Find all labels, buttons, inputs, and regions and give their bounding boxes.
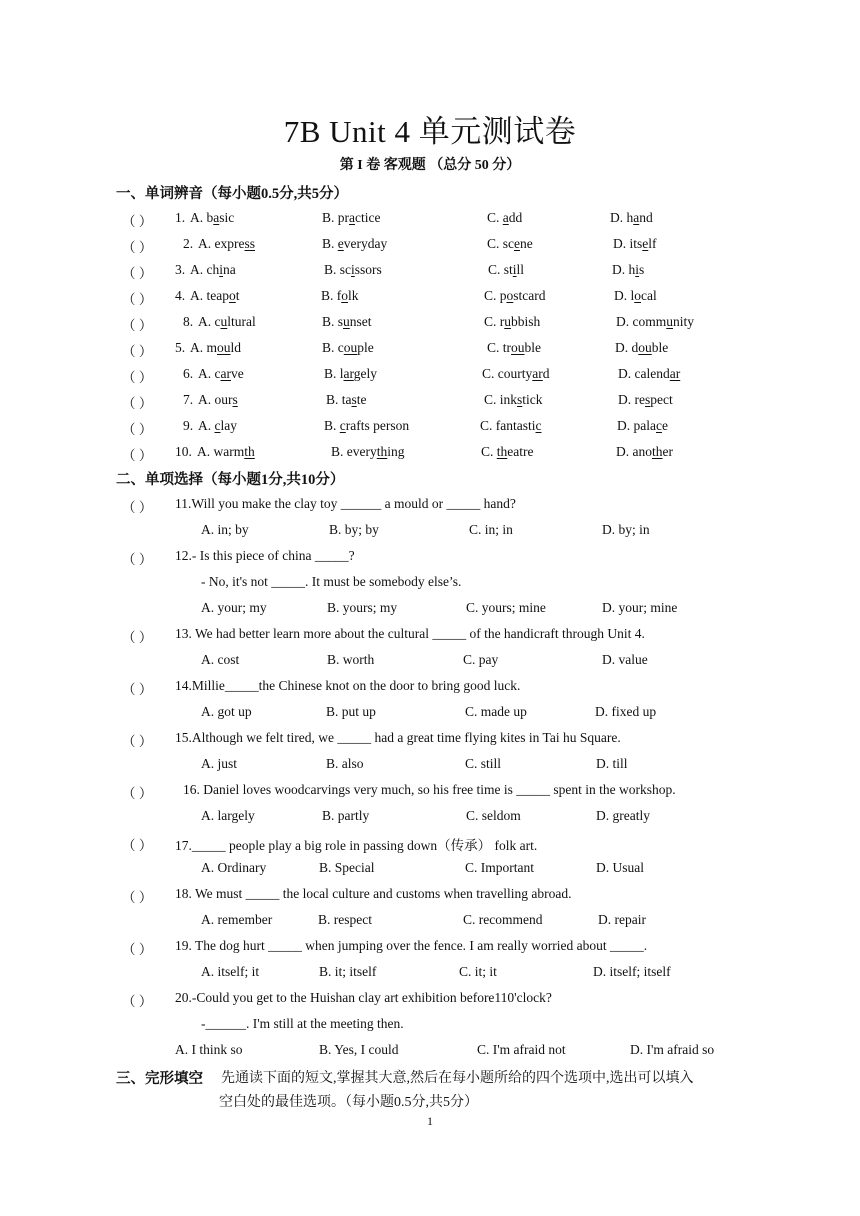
underlined-sound: s	[232, 392, 238, 407]
underlined-sound: o	[341, 288, 348, 303]
option-d: D. I'm afraid so	[630, 1042, 715, 1057]
answer-bracket: （ ）	[122, 838, 153, 853]
item-number: 4.	[175, 288, 186, 303]
option-d: D. his	[612, 262, 645, 277]
underlined-sound: ou	[343, 340, 358, 355]
option-b: B. everyday	[322, 236, 388, 251]
question-stem: 20.-Could you get to the Huishan clay art exhibition before110'clock?	[175, 990, 552, 1005]
answer-bracket: （ ）	[122, 734, 153, 749]
underlined-sound: ss	[244, 236, 255, 251]
option-d: D. fixed up	[595, 704, 657, 719]
option-a: A. in; by	[201, 522, 249, 537]
option-b: B. also	[326, 756, 364, 771]
answer-bracket: （ ）	[122, 630, 153, 645]
section-1-heading: 一、单词辨音（每小题0.5分,共5分）	[116, 186, 348, 202]
option-c: C. theatre	[481, 444, 534, 459]
underlined-sound: th	[376, 444, 388, 459]
answer-bracket: （ ）	[122, 396, 153, 411]
option-b: B. scissors	[324, 262, 382, 277]
page-title: 7B Unit 4 单元测试卷	[283, 114, 577, 149]
option-b: B. it; itself	[319, 964, 377, 979]
option-a: A. china	[190, 262, 236, 277]
section-3-instruction-line2: 空白处的最佳选项。（每小题0.5分,共5分）	[219, 1095, 478, 1110]
underlined-sound: i	[219, 262, 224, 277]
option-c: C. it; it	[459, 964, 497, 979]
option-a: A. your; my	[201, 600, 267, 615]
option-d: D. till	[596, 756, 628, 771]
option-b: B. yours; my	[327, 600, 398, 615]
option-a: A. express	[198, 236, 255, 251]
underlined-sound: s	[645, 392, 651, 407]
option-c: C. postcard	[484, 288, 546, 303]
underlined-sound: o	[228, 288, 236, 303]
question-stem: 17._____ people play a big role in passing down（传承） folk art.	[175, 838, 538, 853]
underlined-sound: ar	[669, 366, 681, 381]
underlined-sound: a	[349, 210, 355, 225]
underlined-sound: o	[506, 288, 514, 303]
option-b: B. practice	[322, 210, 381, 225]
option-c: C. made up	[465, 704, 527, 719]
option-a: A. Ordinary	[201, 860, 267, 875]
option-d: D. value	[602, 652, 648, 667]
option-b: B. sunset	[322, 314, 372, 329]
underlined-sound: o	[634, 288, 641, 303]
underlined-sound: ar	[532, 366, 543, 381]
underlined-sound: c	[655, 418, 662, 433]
item-number: 6.	[183, 366, 194, 381]
option-a: A. remember	[201, 912, 273, 927]
question-stem: 18. We must _____ the local culture and customs when travelling abroad.	[175, 886, 572, 901]
answer-bracket: （ ）	[122, 422, 153, 437]
option-b: B. worth	[327, 652, 375, 667]
answer-bracket: （ ）	[122, 370, 153, 385]
answer-bracket: （ ）	[122, 552, 153, 567]
answer-bracket: （ ）	[122, 266, 153, 281]
underlined-sound: i	[351, 262, 355, 277]
underlined-sound: ou	[638, 340, 652, 355]
underlined-sound: a	[213, 210, 220, 225]
option-b: B. Special	[319, 860, 375, 875]
option-a: A. cost	[201, 652, 240, 667]
option-b: B. crafts person	[324, 418, 410, 433]
option-a: A. basic	[190, 210, 235, 225]
item-number: 5.	[175, 340, 186, 355]
underlined-sound: e	[642, 236, 649, 251]
underlined-sound: ar	[220, 366, 231, 381]
option-b: B. put up	[326, 704, 376, 719]
underlined-sound: e	[337, 236, 344, 251]
item-number: 2.	[183, 236, 194, 251]
option-d: D. palace	[617, 418, 668, 433]
option-a: A. itself; it	[201, 964, 260, 979]
underlined-sound: ou	[217, 340, 231, 355]
answer-bracket: （ ）	[122, 890, 153, 905]
question-stem: 13. We had better learn more about the cultural _____ of the handicraft through Unit 4.	[175, 626, 645, 641]
option-c: C. Important	[465, 860, 534, 875]
option-c: C. recommend	[463, 912, 543, 927]
option-c: C. still	[465, 756, 502, 771]
underlined-sound: c	[339, 418, 346, 433]
option-d: D. Usual	[596, 860, 644, 875]
option-c: C. scene	[487, 236, 533, 251]
option-a: A. teapot	[190, 288, 240, 303]
answer-bracket: （ ）	[122, 500, 153, 515]
option-b: B. partly	[322, 808, 370, 823]
option-c: C. inkstick	[484, 392, 543, 407]
option-d: D. another	[616, 444, 674, 459]
option-c: C. seldom	[466, 808, 521, 823]
underlined-sound: th	[496, 444, 508, 459]
option-a: A. clay	[198, 418, 237, 433]
option-a: A. cultural	[198, 314, 256, 329]
item-number: 10.	[175, 444, 192, 459]
underlined-sound: i	[512, 262, 517, 277]
underlined-sound: u	[504, 314, 511, 329]
option-c: C. yours; mine	[466, 600, 546, 615]
underlined-sound: ar	[343, 366, 354, 381]
answer-bracket: （ ）	[122, 448, 153, 463]
item-number: 3.	[175, 262, 186, 277]
option-a: A. just	[201, 756, 238, 771]
question-stem: 12.- Is this piece of china _____?	[175, 548, 355, 563]
option-d: D. by; in	[602, 522, 650, 537]
section-2-heading: 二、单项选择（每小题1分,共10分）	[116, 472, 345, 488]
answer-bracket: （ ）	[122, 786, 153, 801]
option-b: B. Yes, I could	[319, 1042, 399, 1057]
option-b: B. largely	[324, 366, 378, 381]
option-c: C. fantastic	[480, 418, 542, 433]
question-stem: 16. Daniel loves woodcarvings very much, so his free time is _____ spent in the workshop.	[183, 782, 676, 797]
underlined-sound: u	[220, 314, 228, 329]
answer-bracket: （ ）	[122, 292, 153, 307]
item-number: 8.	[183, 314, 194, 329]
answer-bracket: （ ）	[122, 682, 153, 697]
question-stem: 15.Although we felt tired, we _____ had a great time flying kites in Tai hu Square.	[175, 730, 621, 745]
underlined-sound: u	[343, 314, 350, 329]
option-a: A. I think so	[175, 1042, 243, 1057]
option-c: C. in; in	[469, 522, 513, 537]
option-d: D. double	[615, 340, 669, 355]
underlined-sound: a	[502, 210, 509, 225]
question-stem-line2: -______. I'm still at the meeting then.	[201, 1016, 404, 1031]
option-b: B. folk	[321, 288, 359, 303]
option-a: A. got up	[201, 704, 252, 719]
answer-bracket: （ ）	[122, 994, 153, 1009]
option-a: A. mould	[190, 340, 242, 355]
option-d: D. greatly	[596, 808, 650, 823]
underlined-sound: u	[666, 314, 673, 329]
option-d: D. local	[614, 288, 657, 303]
answer-bracket: （ ）	[122, 240, 153, 255]
option-c: C. I'm afraid not	[477, 1042, 566, 1057]
option-d: D. calendar	[618, 366, 681, 381]
page-subtitle: 第 I 卷 客观题 （总分 50 分）	[339, 158, 521, 173]
question-stem: 11.Will you make the clay toy ______ a mould or _____ hand?	[175, 496, 516, 511]
option-d: D. itself; itself	[593, 964, 671, 979]
option-d: D. respect	[618, 392, 673, 407]
option-a: A. ours	[198, 392, 238, 407]
option-c: C. trouble	[487, 340, 542, 355]
section-3-instruction: 先通读下面的短文,掌握其大意,然后在每小题所给的四个选项中,选出可以填入	[221, 1071, 694, 1086]
underlined-sound: c	[535, 418, 542, 433]
underlined-sound: s	[351, 392, 357, 407]
underlined-sound: c	[214, 418, 221, 433]
question-stem: 19. The dog hurt _____ when jumping over the fence. I am really worried about _____.	[175, 938, 648, 953]
option-a: A. largely	[201, 808, 255, 823]
option-b: B. by; by	[329, 522, 379, 537]
option-c: C. add	[487, 210, 523, 225]
item-number: 7.	[183, 392, 194, 407]
underlined-sound: i	[635, 262, 640, 277]
underlined-sound: a	[633, 210, 640, 225]
item-number: 9.	[183, 418, 194, 433]
question-stem-line2: - No, it's not _____. It must be somebody else’s.	[201, 574, 462, 589]
option-b: B. everything	[331, 444, 405, 459]
underlined-sound: th	[244, 444, 255, 459]
option-c: C. pay	[463, 652, 499, 667]
option-c: C. courtyard	[482, 366, 550, 381]
answer-bracket: （ ）	[122, 942, 153, 957]
answer-bracket: （ ）	[122, 214, 153, 229]
option-d: D. hand	[610, 210, 653, 225]
option-c: C. rubbish	[484, 314, 541, 329]
page-number: 1	[427, 1114, 433, 1128]
underlined-sound: th	[652, 444, 663, 459]
option-d: D. your; mine	[602, 600, 678, 615]
underlined-sound: e	[514, 236, 520, 251]
option-b: B. taste	[326, 392, 367, 407]
option-d: D. repair	[598, 912, 646, 927]
option-b: B. respect	[318, 912, 372, 927]
option-b: B. couple	[322, 340, 374, 355]
answer-bracket: （ ）	[122, 344, 153, 359]
underlined-sound: s	[517, 392, 523, 407]
option-d: D. community	[616, 314, 695, 329]
option-a: A. warmth	[197, 444, 255, 459]
option-c: C. still	[488, 262, 525, 277]
answer-bracket: （ ）	[122, 318, 153, 333]
option-d: D. itself	[613, 236, 657, 251]
question-stem: 14.Millie_____the Chinese knot on the door to bring good luck.	[175, 678, 521, 693]
option-a: A. carve	[198, 366, 244, 381]
item-number: 1.	[175, 210, 186, 225]
underlined-sound: ou	[511, 340, 525, 355]
section-3-heading: 三、完形填空	[116, 1071, 203, 1087]
